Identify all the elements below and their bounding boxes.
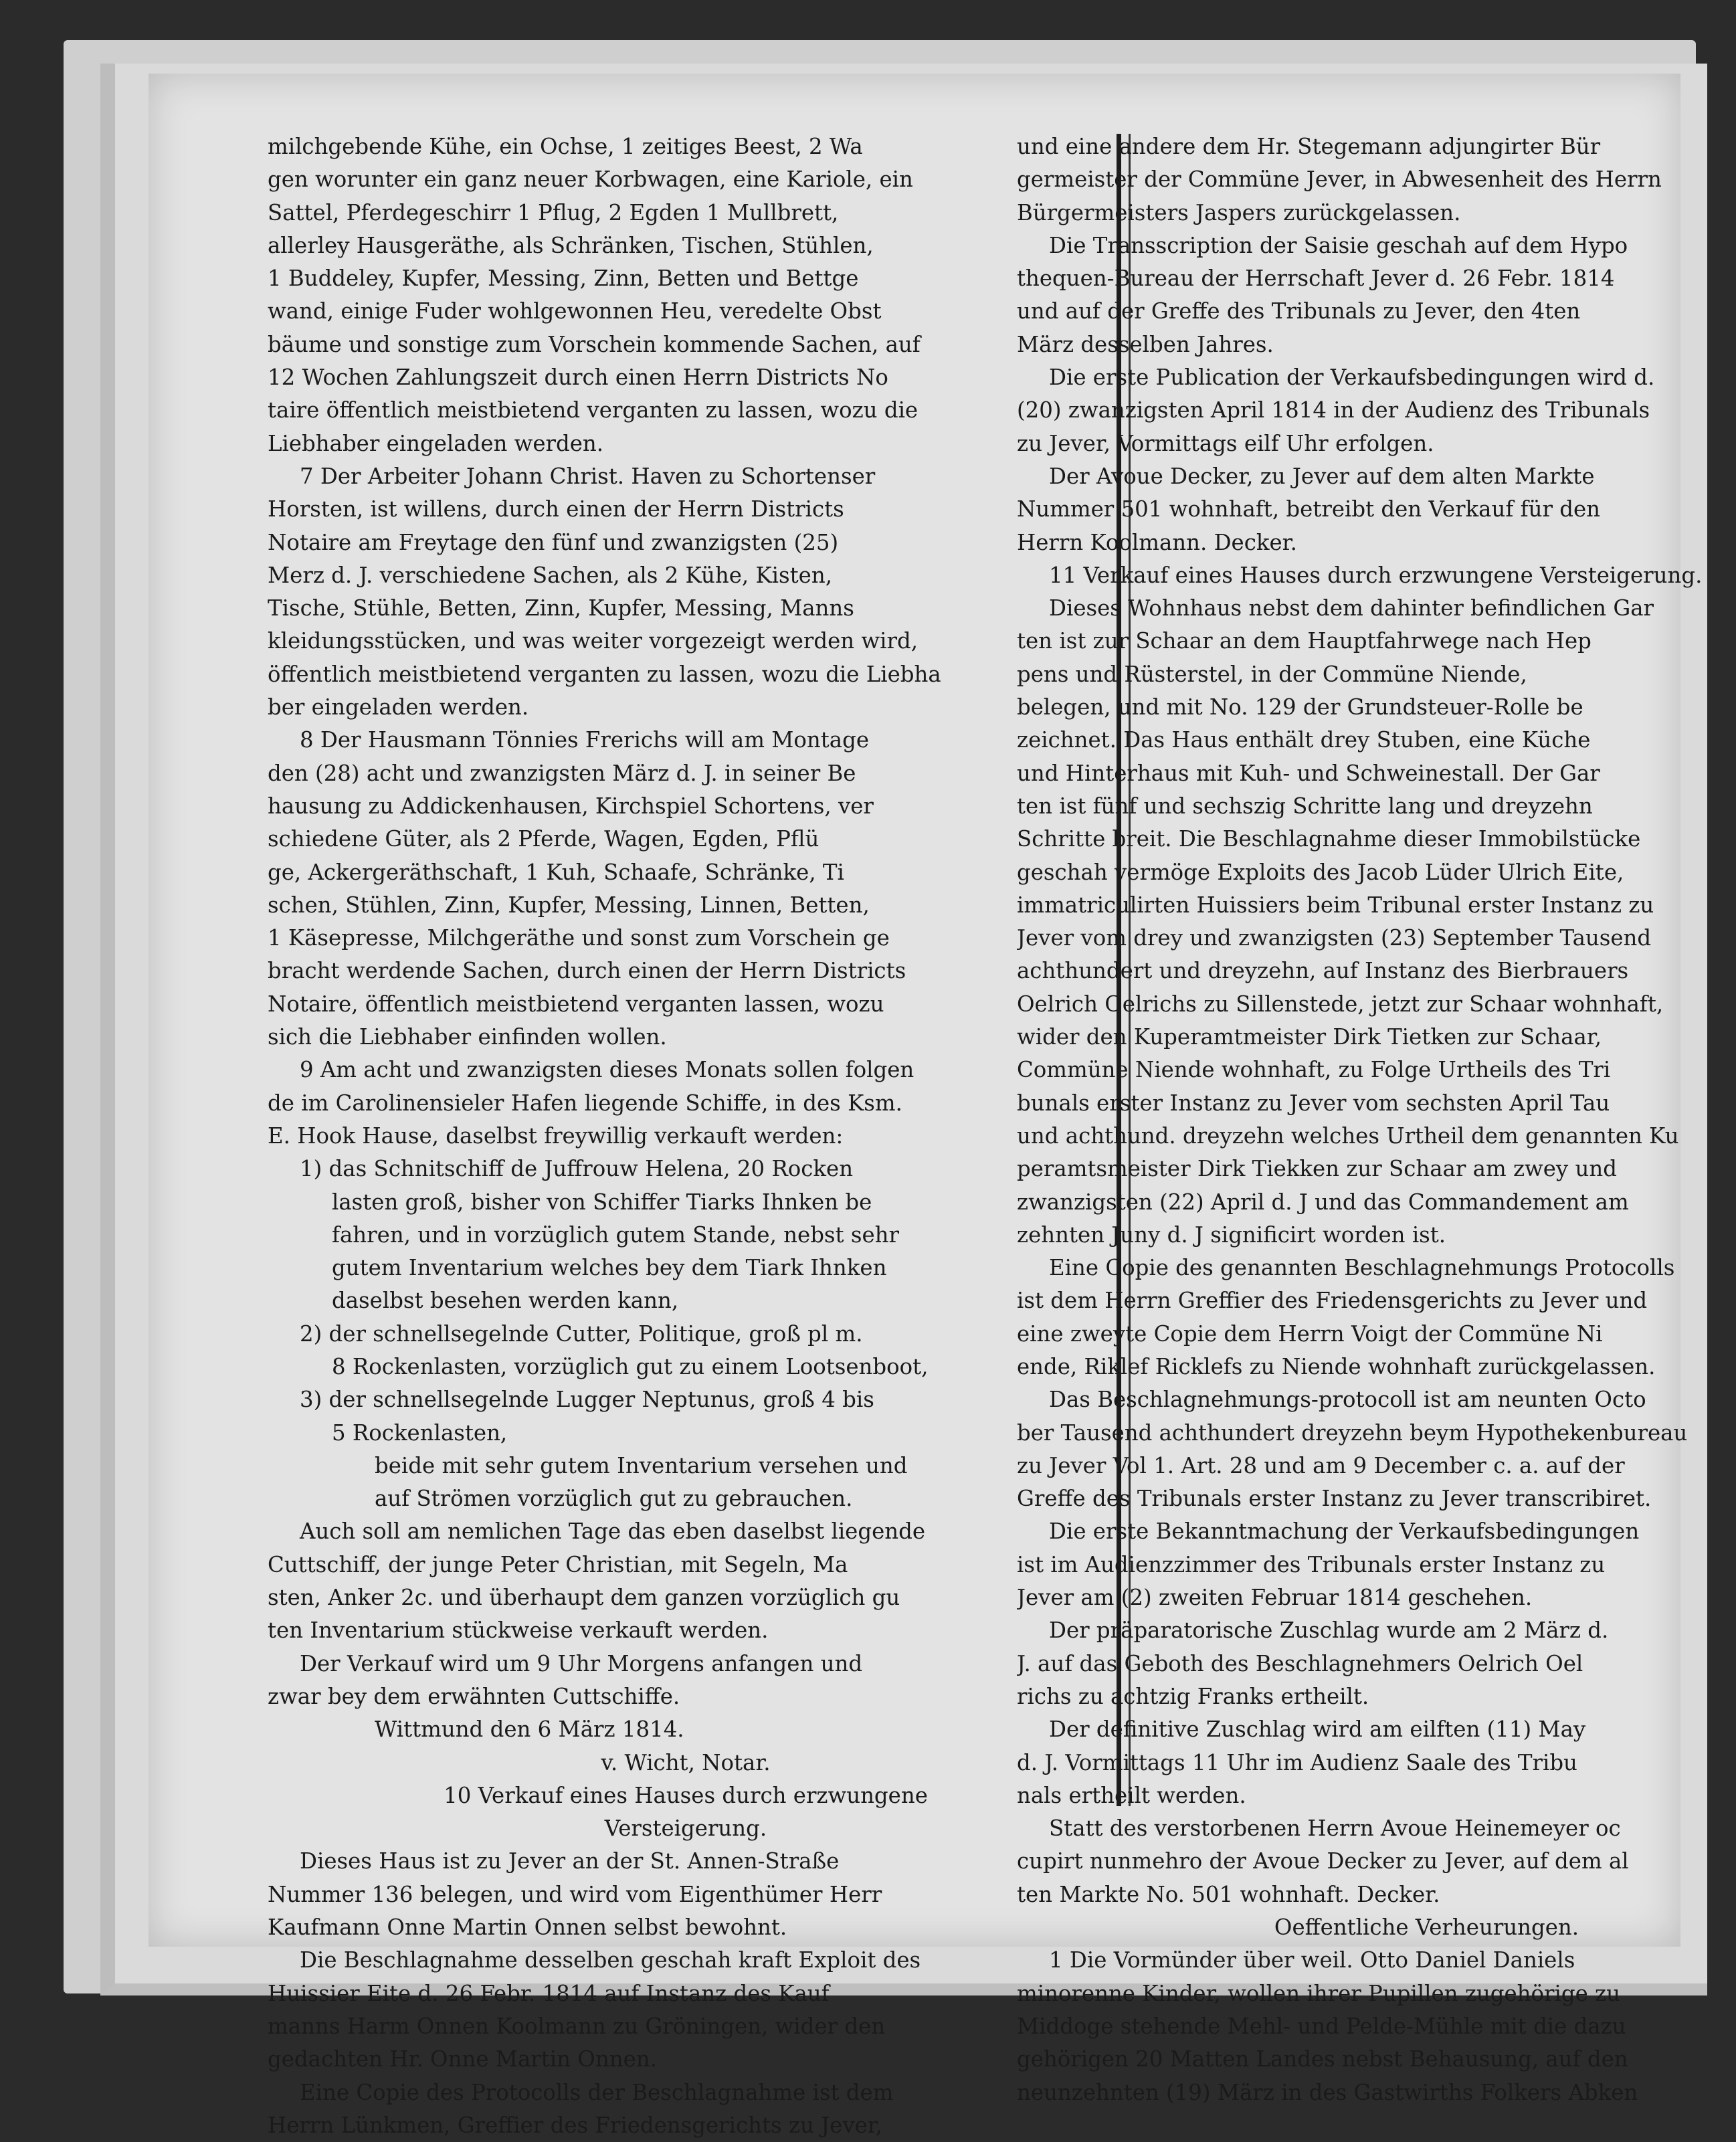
section-heading: Versteigerung. <box>604 1816 767 1842</box>
text-line: 3) der schnellsegelnde Lugger Neptunus, groß 4 bis <box>300 1387 874 1413</box>
text-line: Das Beschlagnehmungs-protocoll ist am neunten Octo <box>1049 1387 1646 1413</box>
text-line: Herrn Lünkmen, Greffier des Friedensgerichts zu Jever, <box>268 2112 883 2138</box>
text-line: Jever am (2) zweiten Februar 1814 geschehen. <box>1017 1585 1533 1611</box>
text-line: 12 Wochen Zahlungszeit durch einen Herrn Districts No <box>268 365 888 391</box>
text-line: Nummer 501 wohnhaft, betreibt den Verkauf für den <box>1017 496 1600 522</box>
text-line: wand, einige Fuder wohlgewonnen Heu, veredelte Obst <box>268 298 882 324</box>
text-line: zeichnet. Das Haus enthält drey Stuben, eine Küche <box>1017 727 1591 753</box>
text-line: ist im Audienzzimmer des Tribunals erster Instanz zu <box>1017 1551 1606 1577</box>
text-line: bunals erster Instanz zu Jever vom sechsten April Tau <box>1017 1090 1610 1116</box>
text-line: ten ist fünf und sechszig Schritte lang und dreyzehn <box>1017 793 1593 819</box>
text-line: ber Tausend achthundert dreyzehn beym Hypothekenbureau <box>1017 1420 1688 1446</box>
text-line: ge, Ackergeräthschaft, 1 Kuh, Schaafe, Schränke, Ti <box>268 859 844 885</box>
text-line: Eine Copie des Protocolls der Beschlagnahme ist dem <box>300 2079 894 2105</box>
text-line: gedachten Hr. Onne Martin Onnen. <box>268 2046 657 2072</box>
text-line: sich die Liebhaber einfinden wollen. <box>268 1024 667 1050</box>
text-line: ten ist zur Schaar an dem Hauptfahrwege nach Hep <box>1017 628 1592 654</box>
text-line: gehörigen 20 Matten Landes nebst Behausung, auf den <box>1017 2046 1628 2072</box>
text-line: E. Hook Hause, daselbst freywillig verkauft werden: <box>268 1123 844 1149</box>
text-line: kleidungsstücken, und was weiter vorgezeigt werden wird, <box>268 628 919 654</box>
text-line: Sattel, Pferdegeschirr 1 Pflug, 2 Egden 1 Mullbrett, <box>268 199 839 225</box>
section-heading: 11 Verkauf eines Hauses durch erzwungene Versteigerung. <box>1049 562 1703 588</box>
text-line: germeister der Commüne Jever, in Abwesenheit des Herrn <box>1017 167 1662 193</box>
text-line: schen, Stühlen, Zinn, Kupfer, Messing, Linnen, Betten, <box>268 892 870 918</box>
text-line: bracht werdende Sachen, durch einen der Herrn Districts <box>268 958 906 984</box>
text-line: gen worunter ein ganz neuer Korbwagen, eine Kariole, ein <box>268 167 913 193</box>
text-line: gutem Inventarium welches bey dem Tiark Ihnken <box>332 1255 887 1281</box>
text-line: Notaire am Freytage den fünf und zwanzigsten (25) <box>268 529 839 555</box>
text-line: 8 Der Hausmann Tönnies Frerichs will am Montage <box>300 727 869 753</box>
text-line: Notaire, öffentlich meistbietend verganten lassen, wozu <box>268 991 884 1017</box>
text-line: Eine Copie des genannten Beschlagnehmungs Protocolls <box>1049 1255 1675 1281</box>
text-line: ten Markte No. 501 wohnhaft. Decker. <box>1017 1881 1440 1907</box>
text-line: Die Transscription der Saisie geschah auf dem Hypo <box>1049 232 1628 258</box>
text-line: und Hinterhaus mit Kuh- und Schweinestall. Der Gar <box>1017 760 1600 786</box>
text-line: zu Jever Vol 1. Art. 28 und am 9 December c. a. auf der <box>1017 1452 1625 1478</box>
text-line: zwanzigsten (22) April d. J und das Commandement am <box>1017 1189 1629 1215</box>
text-line: Dieses Wohnhaus nebst dem dahinter befindlichen Gar <box>1049 595 1654 621</box>
text-line: Commüne Niende wohnhaft, zu Folge Urtheils des Tri <box>1017 1057 1611 1083</box>
text-line: allerley Hausgeräthe, als Schränken, Tischen, Stühlen, <box>268 232 874 258</box>
text-line: auf Strömen vorzüglich gut zu gebrauchen. <box>375 1486 853 1512</box>
text-line: Nummer 136 belegen, und wird vom Eigenthümer Herr <box>268 1881 882 1907</box>
text-line: Die erste Publication der Verkaufsbedingungen wird d. <box>1049 365 1655 391</box>
text-line: pens und Rüsterstel, in der Commüne Niende, <box>1017 661 1527 687</box>
text-line: Bürgermeisters Jaspers zurückgelassen. <box>1017 199 1461 225</box>
text-line: achthundert und dreyzehn, auf Instanz des Bierbrauers <box>1017 958 1629 984</box>
text-line: peramtsmeister Dirk Tiekken zur Schaar am zwey und <box>1017 1156 1617 1182</box>
text-line: Die erste Bekanntmachung der Verkaufsbedingungen <box>1049 1519 1640 1545</box>
text-line: zu Jever, Vormittags eilf Uhr erfolgen. <box>1017 430 1434 456</box>
right-column <box>1017 130 1736 2109</box>
text-line: 1 Die Vormünder über weil. Otto Daniel Daniels <box>1049 1947 1575 1973</box>
text-line: belegen, und mit No. 129 der Grundsteuer-Rolle be <box>1017 694 1583 720</box>
text-line: manns Harm Onnen Koolmann zu Gröningen, wider den <box>268 2013 886 2039</box>
text-line: Der präparatorische Zuschlag wurde am 2 März d. <box>1049 1618 1609 1644</box>
text-line: Cuttschiff, der junge Peter Christian, mit Segeln, Ma <box>268 1551 848 1577</box>
text-line: Kaufmann Onne Martin Onnen selbst bewohnt. <box>268 1915 787 1941</box>
text-line: Huissier Eite d. 26 Febr. 1814 auf Instanz des Kauf <box>268 1980 830 2006</box>
text-line: öffentlich meistbietend verganten zu lassen, wozu die Liebha <box>268 661 941 687</box>
text-line: Dieses Haus ist zu Jever an der St. Annen-Straße <box>300 1848 840 1874</box>
left-column <box>268 130 1104 2142</box>
section-heading: Oeffentliche Verheurungen. <box>1274 1915 1579 1941</box>
text-line: wider den Kuperamtmeister Dirk Tietken zur Schaar, <box>1017 1024 1602 1050</box>
text-line: ber eingeladen werden. <box>268 694 529 720</box>
text-line: Jever vom drey und zwanzigsten (23) September Tausend <box>1017 925 1652 951</box>
text-line: und eine andere dem Hr. Stegemann adjungirter Bür <box>1017 134 1601 159</box>
text-line: daselbst besehen werden kann, <box>332 1288 679 1314</box>
text-line: 1 Buddeley, Kupfer, Messing, Zinn, Betten und Bettge <box>268 266 859 292</box>
text-line: de im Carolinensieler Hafen liegende Schiffe, in des Ksm. <box>268 1090 902 1116</box>
text-line: März desselben Jahres. <box>1017 331 1274 357</box>
text-line: zehnten Juny d. J significirt worden ist. <box>1017 1222 1446 1248</box>
text-line: taire öffentlich meistbietend verganten zu lassen, wozu die <box>268 397 919 423</box>
text-line: immatriculirten Huissiers beim Tribunal erster Instanz zu <box>1017 892 1654 918</box>
text-line: Statt des verstorbenen Herrn Avoue Heinemeyer oc <box>1049 1816 1621 1842</box>
text-line: 7 Der Arbeiter Johann Christ. Haven zu Schortenser <box>300 463 876 489</box>
text-line: ist dem Herrn Greffier des Friedensgerichts zu Jever und <box>1017 1288 1648 1314</box>
text-line: geschah vermöge Exploits des Jacob Lüder Ulrich Eite, <box>1017 859 1624 885</box>
text-line: Schritte breit. Die Beschlagnahme dieser Immobilstücke <box>1017 826 1641 852</box>
text-line: und auf der Greffe des Tribunals zu Jever, den 4ten <box>1017 298 1581 324</box>
text-line: (20) zwanzigsten April 1814 in der Audienz des Tribunals <box>1017 397 1650 423</box>
text-line: ten Inventarium stückweise verkauft werden. <box>268 1618 769 1644</box>
text-line: richs zu achtzig Franks ertheilt. <box>1017 1683 1369 1709</box>
text-line: Oelrich Oelrichs zu Sillenstede, jetzt zur Schaar wohnhaft, <box>1017 991 1664 1017</box>
text-line: Herrn Koolmann. Decker. <box>1017 529 1297 555</box>
text-line: Die Beschlagnahme desselben geschah kraft Exploit des <box>300 1947 921 1973</box>
text-line: thequen-Bureau der Herrschaft Jever d. 26 Febr. 1814 <box>1017 266 1615 292</box>
text-line: schiedene Güter, als 2 Pferde, Wagen, Egden, Pflü <box>268 826 819 852</box>
text-line: 5 Rockenlasten, <box>332 1420 508 1446</box>
text-line: 2) der schnellsegelnde Cutter, Politique, groß pl m. <box>300 1321 863 1347</box>
text-line: Der Avoue Decker, zu Jever auf dem alten Markte <box>1049 463 1595 489</box>
text-line: 1 Käsepresse, Milchgeräthe und sonst zum Vorschein ge <box>268 925 890 951</box>
text-line: Der definitive Zuschlag wird am eilften (11) May <box>1049 1717 1586 1743</box>
text-line: eine zweyte Copie dem Herrn Voigt der Commüne Ni <box>1017 1321 1603 1347</box>
newspaper-page <box>149 74 1703 2138</box>
text-line: beide mit sehr gutem Inventarium versehen und <box>375 1452 908 1478</box>
text-line: Horsten, ist willens, durch einen der Herrn Districts <box>268 496 844 522</box>
text-line: 1) das Schnitschiff de Juffrouw Helena, 20 Rocken <box>300 1156 854 1182</box>
text-line: d. J. Vormittags 11 Uhr im Audienz Saale des Tribu <box>1017 1749 1577 1775</box>
text-line: den (28) acht und zwanzigsten März d. J. in seiner Be <box>268 760 856 786</box>
text-line: bäume und sonstige zum Vorschein kommende Sachen, auf <box>268 331 921 357</box>
section-heading: 10 Verkauf eines Hauses durch erzwungene <box>444 1782 928 1808</box>
text-line: Greffe des Tribunals erster Instanz zu Jever transcribiret. <box>1017 1486 1652 1512</box>
text-line: 8 Rockenlasten, vorzüglich gut zu einem Lootsenboot, <box>332 1353 929 1379</box>
text-line: fahren, und in vorzüglich gutem Stande, nebst sehr <box>332 1222 899 1248</box>
text-line: J. auf das Geboth des Beschlagnehmers Oelrich Oel <box>1017 1650 1583 1676</box>
text-line: Liebhaber eingeladen werden. <box>268 430 604 456</box>
text-line: nals ertheilt werden. <box>1017 1782 1246 1808</box>
text-line: lasten groß, bisher von Schiffer Tiarks Ihnken be <box>332 1189 872 1215</box>
text-line: zwar bey dem erwähnten Cuttschiffe. <box>268 1683 680 1709</box>
text-line: und achthund. dreyzehn welches Urtheil dem genannten Ku <box>1017 1123 1679 1149</box>
text-line: cupirt nunmehro der Avoue Decker zu Jever, auf dem al <box>1017 1848 1629 1874</box>
text-line: Tische, Stühle, Betten, Zinn, Kupfer, Messing, Manns <box>268 595 854 621</box>
text-line: neunzehnten (19) März in des Gastwirths Folkers Abken <box>1017 2079 1638 2105</box>
text-line: minorenne Kinder, wollen ihrer Pupillen zugehörige zu <box>1017 1980 1620 2006</box>
text-line: milchgebende Kühe, ein Ochse, 1 zeitiges Beest, 2 Wa <box>268 134 863 159</box>
text-line: 9 Am acht und zwanzigsten dieses Monats sollen folgen <box>300 1057 914 1083</box>
signature-line: v. Wicht, Notar. <box>601 1749 771 1775</box>
text-line: ende, Riklef Ricklefs zu Niende wohnhaft zurückgelassen. <box>1017 1353 1656 1379</box>
text-line: hausung zu Addickenhausen, Kirchspiel Schortens, ver <box>268 793 874 819</box>
text-line: Merz d. J. verschiedene Sachen, als 2 Kühe, Kisten, <box>268 562 833 588</box>
text-line: Middoge stehende Mehl- und Pelde-Mühle mit die dazu <box>1017 2013 1626 2039</box>
text-line: Auch soll am nemlichen Tage das eben daselbst liegende <box>300 1519 926 1545</box>
text-line: sten, Anker 2c. und überhaupt dem ganzen vorzüglich gu <box>268 1585 900 1611</box>
text-line: Wittmund den 6 März 1814. <box>375 1717 684 1743</box>
text-line: Der Verkauf wird um 9 Uhr Morgens anfangen und <box>300 1650 863 1676</box>
